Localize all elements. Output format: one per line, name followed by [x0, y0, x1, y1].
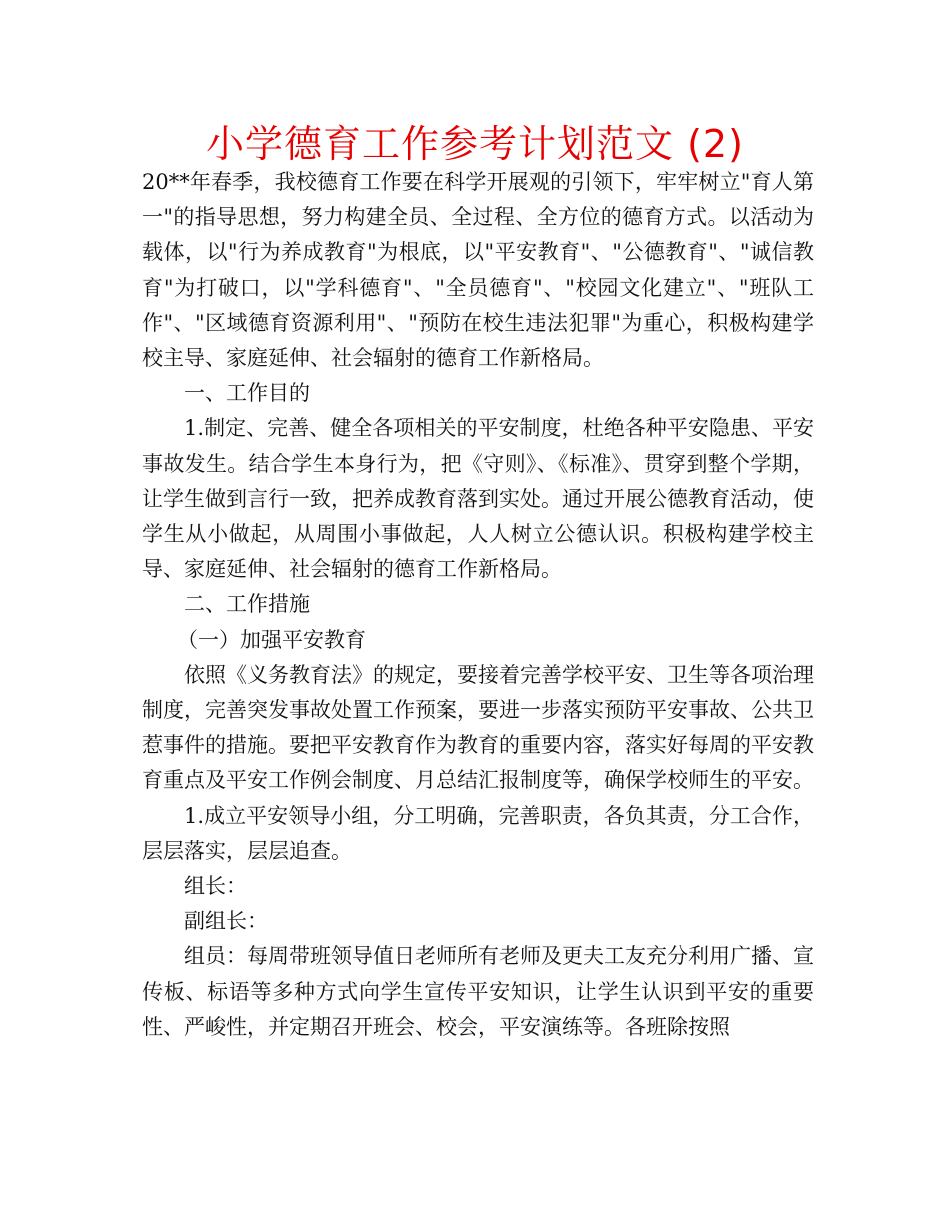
members-paragraph: 组员：每周带班领导值日老师所有老师及更夫工友充分利用广播、宣传板、标语等多种方式向学生宣传平安知识，让学生认识到平安的重要性、严峻性，并定期召开班会、校会，平安演练等。各班除按照: [142, 944, 814, 1039]
subsection-heading-safety: （一）加强平安教育: [177, 627, 366, 652]
document-title: 小学德育工作参考计划范文 (2): [206, 122, 744, 166]
intro-paragraph: 20**年春季，我校德育工作要在科学开展观的引领下，牢牢树立"育人第一"的指导思想，努力构建全员、全过程、全方位的德育方式。以活动为载体，以"行为养成教育"为根底，以"平安教育"、"公德教育"、"诚信教育"为打破口，以"学科德育"、"全员德育"、"校园文化建立"、"班队工作"、"区域德育资源利用"、"预防在校生违法犯罪"为重心，积极构建学校主导、家庭延伸、社会辐射的德育工作新格局。: [142, 170, 814, 371]
group-leader-line: 组长：: [184, 874, 247, 899]
goals-paragraph: 1.制定、完善、健全各项相关的平安制度，杜绝各种平安隐患、平安事故发生。结合学生本身行为，把《守则》、《标准》、贯穿到整个学期，让学生做到言行一致，把养成教育落到实处。通过开展公德教育活动，使学生从小做起，从周围小事做起，人人树立公德认识。积极构建学校主导、家庭延伸、社会辐射的德育工作新格局。: [142, 416, 814, 582]
section-heading-measures: 二、工作措施: [184, 592, 310, 617]
section-heading-goals: 一、工作目的: [184, 381, 310, 406]
deputy-leader-line: 副组长：: [184, 909, 268, 934]
safety-group-paragraph: 1.成立平安领导小组，分工明确，完善职责，各负其责，分工合作，层层落实，层层追查。: [142, 803, 814, 863]
safety-paragraph: 依照《义务教育法》的规定，要接着完善学校平安、卫生等各项治理制度，完善突发事故处置工作预案，要进一步落实预防平安事故、公共卫惹事件的措施。要把平安教育作为教育的重要内容，落实好每周的平安教育重点及平安工作例会制度、月总结汇报制度等，确保学校师生的平安。: [142, 662, 814, 793]
document-body: [142, 165, 814, 1045]
